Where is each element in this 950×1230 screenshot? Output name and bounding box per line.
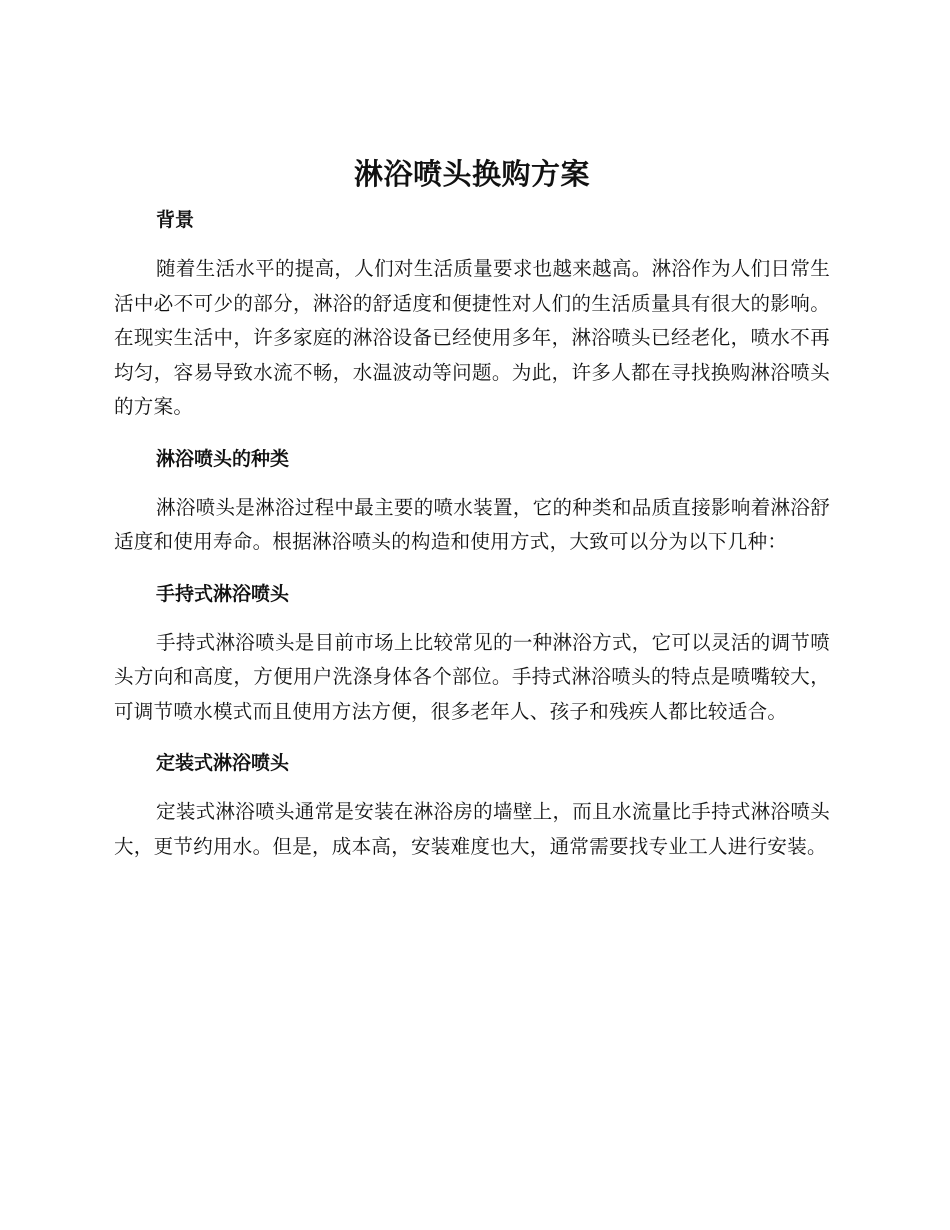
section-paragraph: 随着生活水平的提高，人们对生活质量要求也越来越高。淋浴作为人们日常生活中必不可少的部分，淋浴的舒适度和便捷性对人们的生活质量具有很大的影响。在现实生活中，许多家庭的淋浴设备已经使用多年，淋浴喷头已经老化，喷水不再均匀，容易导致水流不畅，水温波动等问题。为此，许多人都在寻找换购淋浴喷头的方案。 — [114, 257, 830, 418]
document-page — [114, 148, 830, 878]
section-heading: 淋浴喷头的种类 — [156, 447, 290, 470]
section-background — [114, 200, 830, 425]
section-handheld — [114, 574, 830, 730]
section-heading: 定装式淋浴喷头 — [156, 752, 290, 774]
document-title: 淋浴喷头换购方案 — [353, 157, 590, 191]
section-paragraph: 手持式淋浴喷头是目前市场上比较常见的一种淋浴方式，它可以灵活的调节喷头方向和高度，方便用户洗涤身体各个部位。手持式淋浴喷头的特点是喷嘴较大，可调节喷水模式而且使用方法方便，很多老年人、孩子和残疾人都比较适合。 — [114, 630, 830, 723]
section-paragraph: 定装式淋浴喷头通常是安装在淋浴房的墙壁上，而且水流量比手持式淋浴喷头大，更节约用水。但是，成本高，安装难度也大，通常需要找专业工人进行安装。 — [114, 800, 830, 858]
section-types — [114, 439, 830, 560]
section-heading: 手持式淋浴喷头 — [156, 582, 290, 605]
section-heading: 背景 — [156, 209, 195, 231]
section-paragraph: 淋浴喷头是淋浴过程中最主要的喷水装置，它的种类和品质直接影响着淋浴舒适度和使用寿命。根据淋浴喷头的构造和使用方式，大致可以分为以下几种： — [114, 495, 830, 553]
section-fixed — [114, 743, 830, 864]
